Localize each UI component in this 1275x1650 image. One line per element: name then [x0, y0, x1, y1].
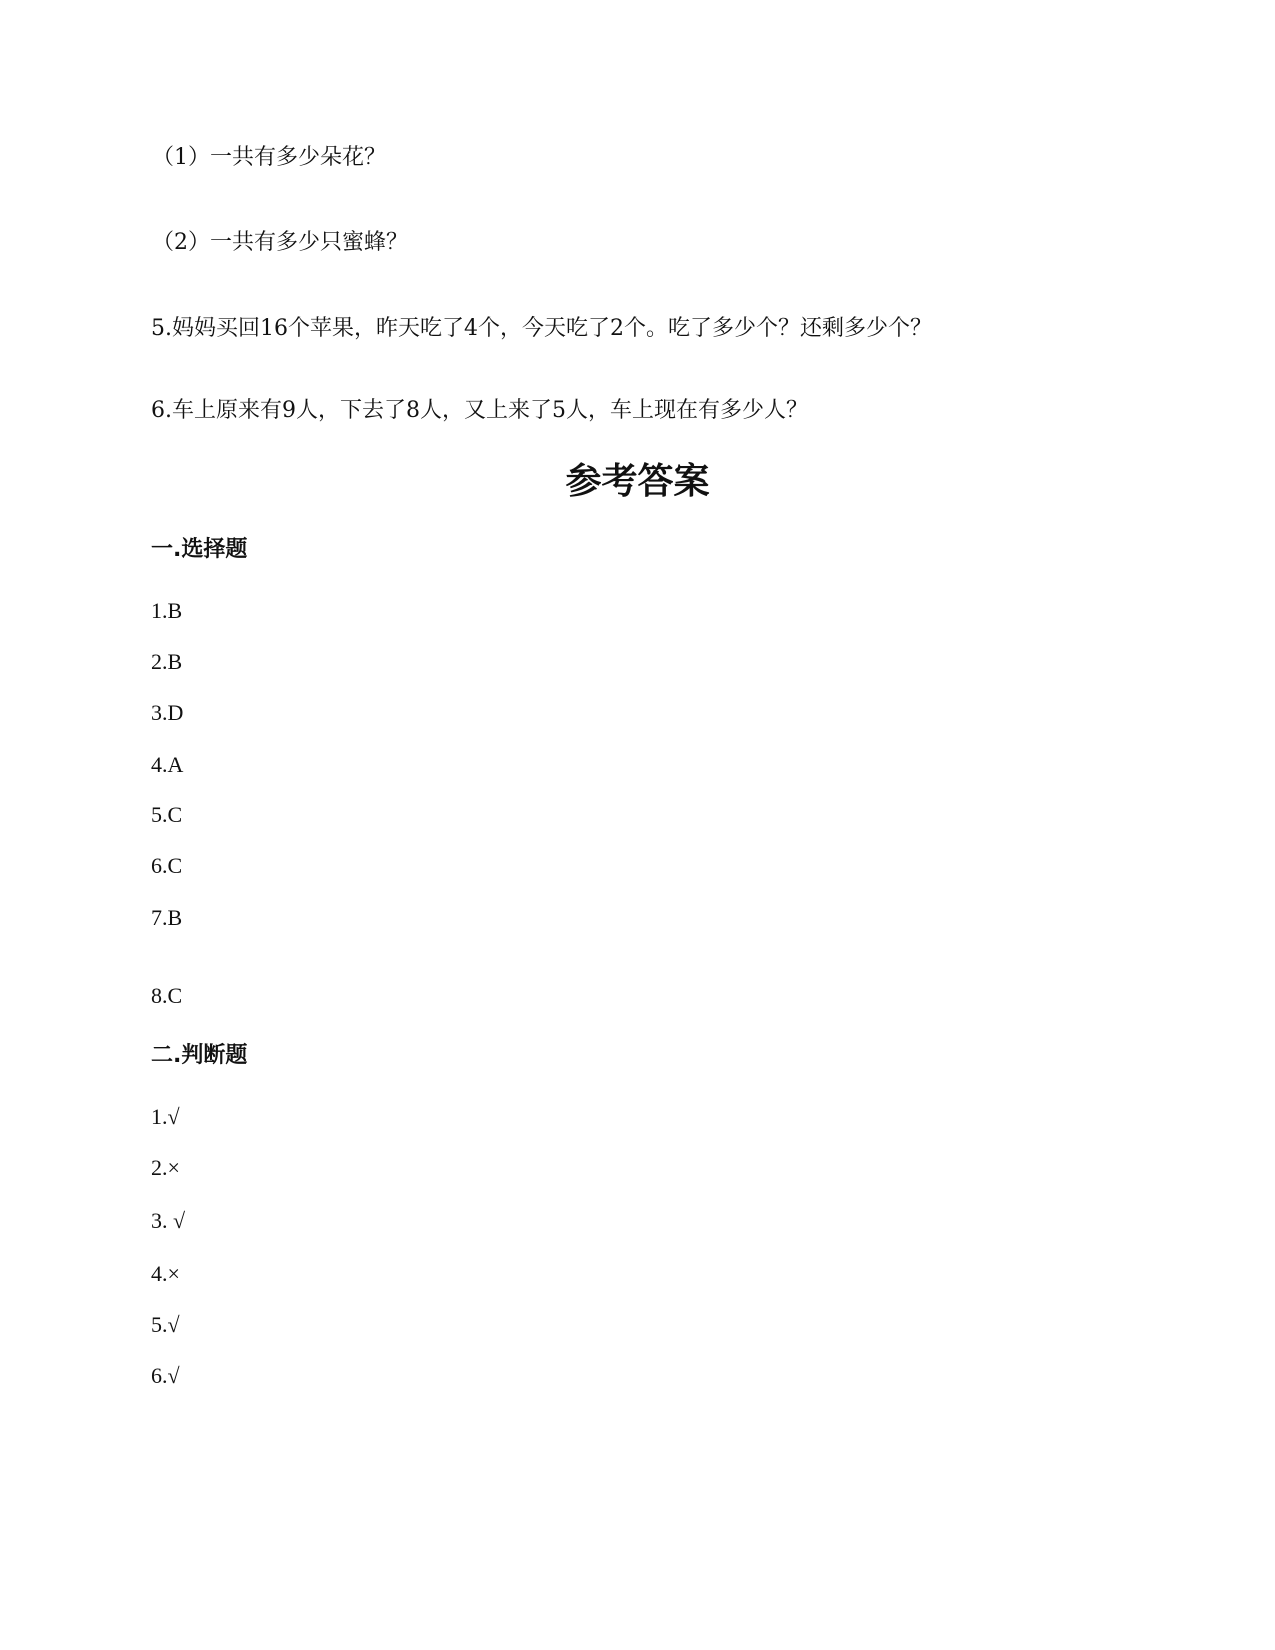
answer-item: 6.√: [151, 1363, 180, 1388]
answer-item: 5.√: [151, 1312, 180, 1337]
question-4-part-1: （1）一共有多少朵花？: [152, 145, 386, 170]
answer-item: 6.C: [151, 853, 183, 878]
answer-item: 4.×: [151, 1261, 180, 1286]
answer-item: 4.A: [151, 752, 184, 777]
question-5: 5.妈妈买回16个苹果，昨天吃了4个，今天吃了2个。吃了多少个？还剩多少个？: [151, 316, 932, 341]
answer-item: 1.√: [151, 1104, 180, 1129]
answer-item: 5.C: [151, 802, 183, 827]
question-6: 6.车上原来有9人，下去了8人，又上来了5人，车上现在有多少人？: [151, 398, 808, 423]
answer-item: 7.B: [151, 905, 183, 930]
answer-item: 1.B: [151, 598, 183, 623]
question-4-part-2: （2）一共有多少只蜜蜂？: [152, 230, 408, 255]
section-heading-multiple-choice: 一.选择题: [151, 537, 248, 562]
answer-item: 3. √: [151, 1208, 186, 1233]
answer-item: 2.B: [151, 649, 183, 674]
answer-item: 3.D: [151, 700, 184, 725]
section-heading-true-false: 二.判断题: [151, 1043, 248, 1068]
answer-item: 8.C: [151, 983, 183, 1008]
answer-item: 2.×: [151, 1155, 180, 1180]
answer-key-title: 参考答案: [565, 461, 710, 502]
